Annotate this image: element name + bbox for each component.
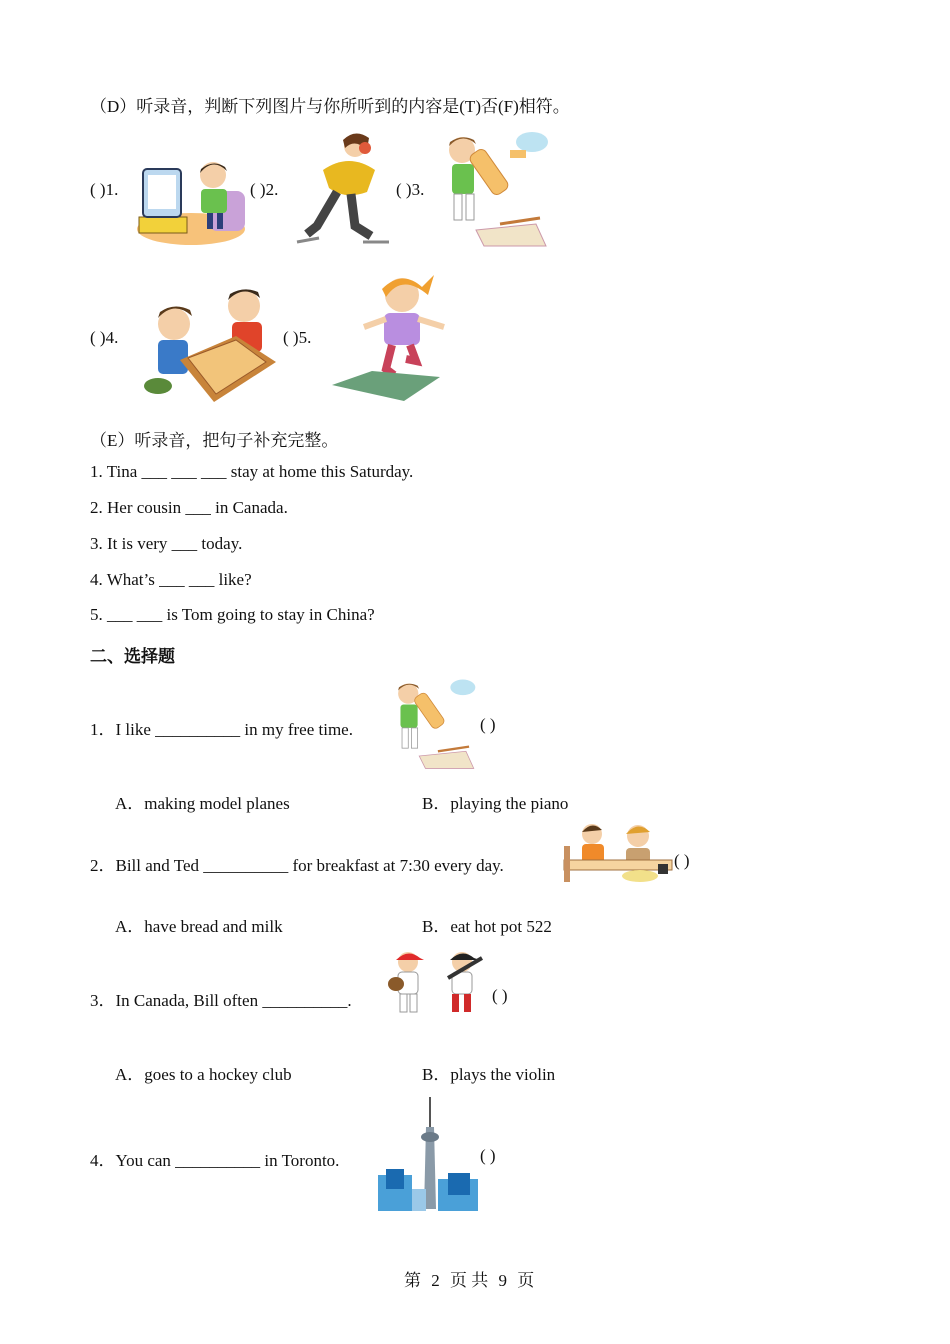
boys-playing-chess-picture (140, 278, 282, 408)
section-e-instruction: （E）听录音，把句子补充完整。 (90, 431, 339, 450)
page-footer (404, 1266, 534, 1291)
fill-sentence-2: 2. Her cousin ___ in Canada. (90, 498, 288, 517)
fill-sentence-5: 5. ___ ___ is Tom going to stay in China? (90, 605, 375, 624)
question-2-option-b: B．eat hot pot 522 (422, 917, 552, 936)
item-d5-label: ( )5. (283, 328, 312, 347)
boy-making-model-plane-picture (440, 130, 550, 248)
footer-total-pages: 9 (498, 1271, 507, 1290)
girl-hopscotch-picture (330, 265, 452, 405)
cn-tower-picture (376, 1097, 482, 1213)
footer-prefix: 第 (404, 1271, 421, 1290)
question-3-option-b: B．plays the violin (422, 1065, 556, 1084)
boy-watching-tv-picture (135, 155, 247, 247)
fill-sentence-4: 4. What’s ___ ___ like? (90, 570, 252, 589)
boys-having-breakfast-picture (560, 820, 676, 888)
question-2-stem: 2．Bill and Ted __________ for breakfast at 7:30 every day. (90, 856, 504, 875)
question-1-option-b: B．playing the piano (422, 794, 569, 813)
item-d2-label: ( )2. (250, 180, 279, 199)
footer-middle: 页 共 (450, 1271, 489, 1290)
question-1-stem: 1．I like __________ in my free time. (90, 720, 353, 739)
section-d-instruction: （D）听录音，判断下列图片与你所听到的内容是(T)否(F)相符。 (90, 97, 570, 116)
girl-ice-skating-picture (293, 130, 395, 248)
question-4-stem: 4．You can __________ in Toronto. (90, 1151, 340, 1170)
footer-page-number: 2 (431, 1271, 440, 1290)
fill-sentence-1: 1. Tina ___ ___ ___ stay at home this Saturday. (90, 462, 414, 481)
question-2-option-a: A．have bread and milk (115, 917, 283, 936)
footer-suffix: 页 (517, 1271, 535, 1290)
item-d3-label: ( )3. (396, 180, 425, 199)
boy-making-model-plane-picture (390, 678, 478, 770)
question-1-answer-bracket: ( ) (480, 715, 496, 734)
part-two-heading: 二、选择题 (90, 647, 175, 667)
question-1-option-a: A．making model planes (115, 794, 290, 813)
fill-sentence-3: 3. It is very ___ today. (90, 534, 243, 553)
item-d1-label: ( )1. (90, 180, 119, 199)
baseball-players-picture (388, 948, 492, 1020)
item-d4-label: ( )4. (90, 328, 119, 347)
question-4-answer-bracket: ( ) (480, 1146, 496, 1165)
question-3-answer-bracket: ( ) (492, 986, 508, 1005)
question-3-stem: 3．In Canada, Bill often __________. (90, 991, 352, 1010)
question-3-option-a: A．goes to a hockey club (115, 1065, 292, 1084)
question-2-answer-bracket: ( ) (674, 851, 690, 870)
